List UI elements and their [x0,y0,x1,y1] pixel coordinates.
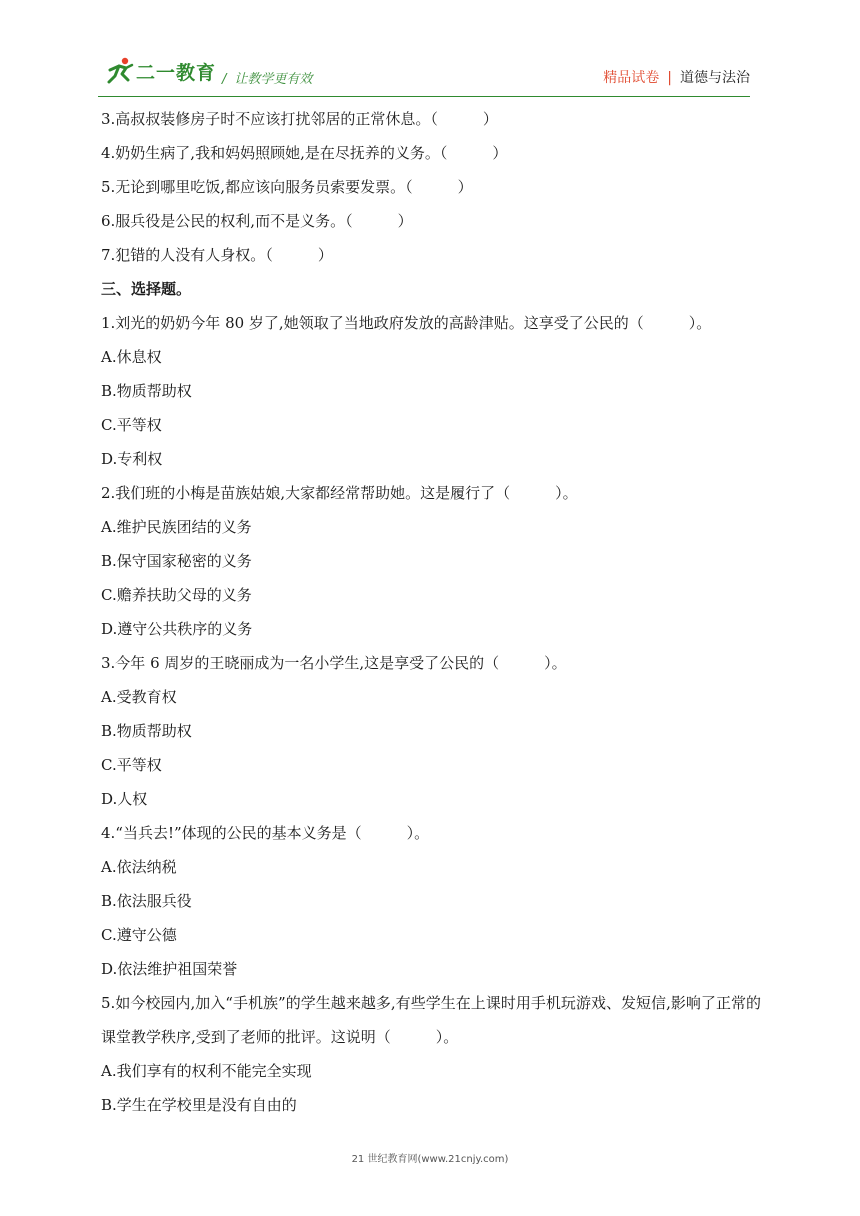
tf-item-4: 4.奶奶生病了,我和妈妈照顾她,是在尽抚养的义务。（ ） [101,144,508,162]
question-content [101,102,761,1122]
q2-option-c: C.赡养扶助父母的义务 [101,586,252,604]
q5-option-a: A.我们享有的权利不能完全实现 [101,1062,312,1080]
q3-option-c: C.平等权 [101,756,162,774]
q1-option-a: A.休息权 [101,348,162,366]
slogan-text: 让教学更有效 [234,72,313,87]
question-3-stem: 3.今年 6 周岁的王晓丽成为一名小学生,这是享受了公民的（ ）。 [101,654,567,672]
question-2-stem: 2.我们班的小梅是苗族姑娘,大家都经常帮助她。这是履行了（ ）。 [101,484,578,502]
q4-option-c: C.遵守公德 [101,926,177,944]
q2-option-a: A.维护民族团结的义务 [101,518,252,536]
q2-option-d: D.遵守公共秩序的义务 [101,620,253,638]
tag-subject: 道德与法治 [680,70,750,86]
tag-premium-exam: 精品试卷 [603,70,660,86]
slogan [222,68,312,87]
q4-option-d: D.依法维护祖国荣誉 [101,960,238,978]
tf-item-3: 3.高叔叔装修房子时不应该打扰邻居的正常休息。（ ） [101,110,498,128]
question-1-stem: 1.刘光的奶奶今年 80 岁了,她领取了当地政府发放的高龄津贴。这享受了公民的（ ）。 [101,314,712,332]
q1-option-d: D.专利权 [101,450,163,468]
q4-option-a: A.依法纳税 [101,858,177,876]
page-header [98,52,750,102]
q1-option-b: B.物质帮助权 [101,382,192,400]
question-4-stem: 4.“当兵去!”体现的公民的基本义务是（ ）。 [101,824,430,842]
q3-option-b: B.物质帮助权 [101,722,192,740]
logo-text: 二一教育 [136,61,217,84]
q3-option-d: D.人权 [101,790,148,808]
q4-option-b: B.依法服兵役 [101,892,192,910]
tag-divider: | [667,70,672,86]
logo [106,56,216,86]
question-5-stem: 5.如今校园内,加入“手机族”的学生越来越多,有些学生在上课时用手机玩游戏、发短信,影响了正常的课堂教学秩序,受到了老师的批评。这说明（ ）。 [101,994,761,1046]
tf-item-7: 7.犯错的人没有人身权。（ ） [101,246,333,264]
q3-option-a: A.受教育权 [101,688,177,706]
slogan-divider: / [222,72,227,87]
q2-option-b: B.保守国家秘密的义务 [101,552,252,570]
header-tags [603,67,750,87]
running-figure-icon [106,56,134,86]
page-footer: 21 世纪教育网(www.21cnjy.com) [351,1154,509,1165]
q5-option-b: B.学生在学校里是没有自由的 [101,1096,297,1114]
tf-item-6: 6.服兵役是公民的权利,而不是义务。（ ） [101,212,413,230]
q1-option-c: C.平等权 [101,416,162,434]
header-divider [98,96,750,97]
section-title: 三、选择题。 [101,280,192,298]
tf-item-5: 5.无论到哪里吃饭,都应该向服务员索要发票。（ ） [101,178,473,196]
